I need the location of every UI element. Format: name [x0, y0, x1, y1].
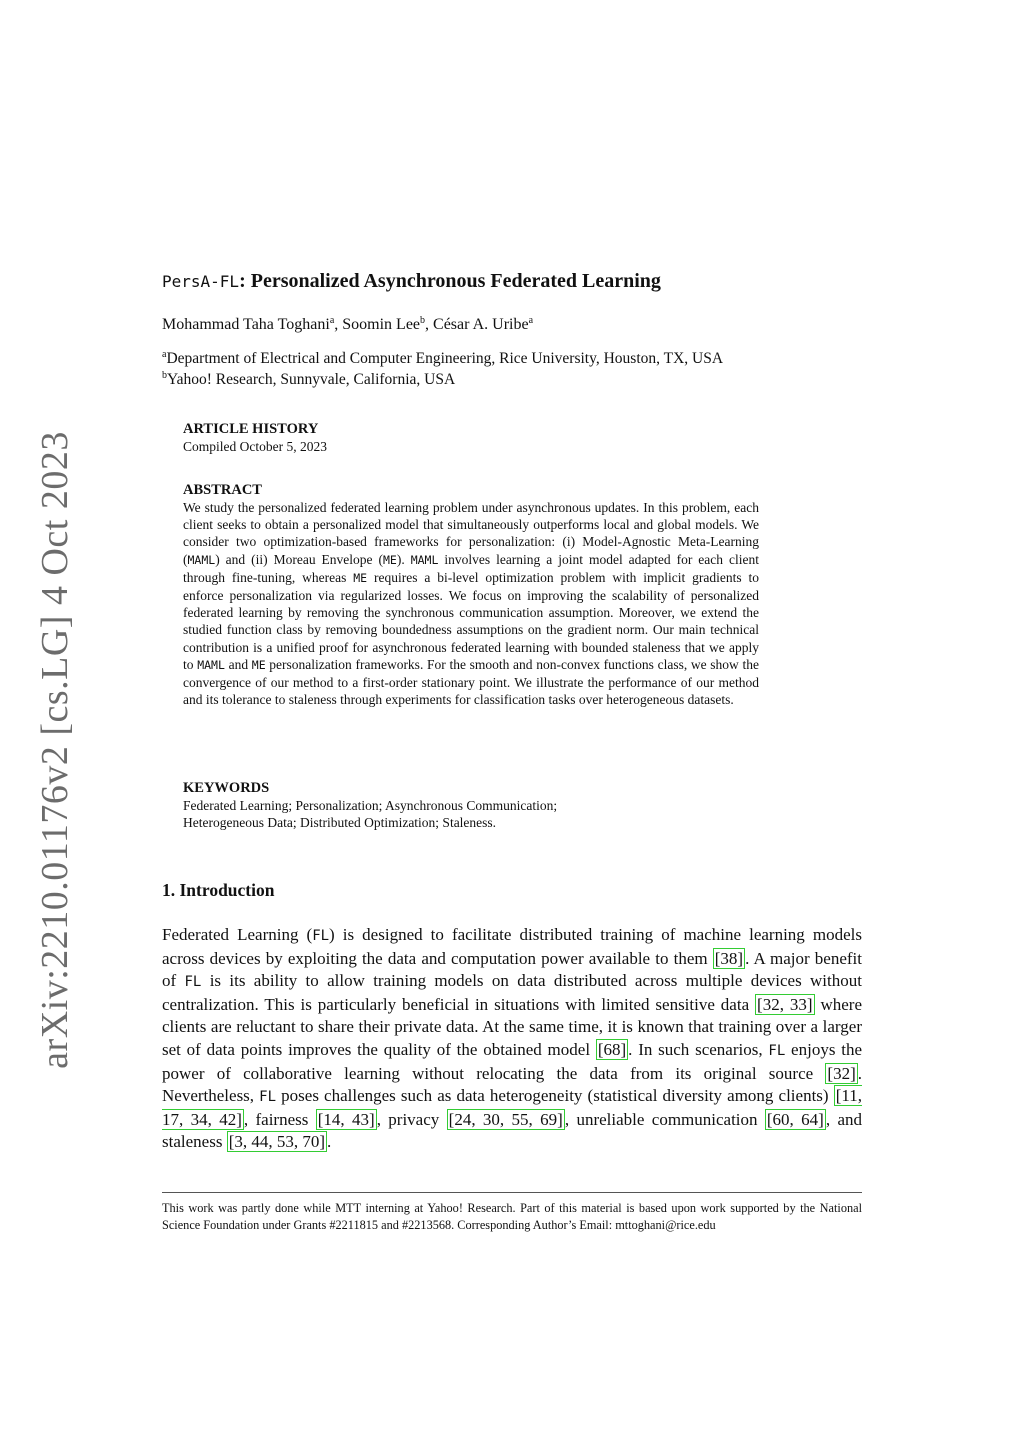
arxiv-side-identifier: arXiv:2210.01176v2 [cs.LG] 4 Oct 2023	[34, 431, 76, 1069]
keywords-heading: KEYWORDS	[183, 780, 270, 796]
citation-link[interactable]: [32]	[827, 1063, 856, 1083]
keywords-line: Heterogeneous Data; Distributed Optimization; Staleness.	[183, 815, 497, 831]
citation-link[interactable]: [60, 64]	[766, 1109, 824, 1129]
abstract-heading: ABSTRACT	[183, 482, 262, 498]
keywords-line: Federated Learning; Personalization; Asynchronous Communication;	[183, 798, 558, 813]
abstract-body: We study the personalized federated learning problem under asynchronous updates. In this problem, each client seeks to obtain a personalized model that simultaneously outperforms local and global models. We consider two optimization-based frameworks for personalization: (i) Model-Agnostic Meta-Learning (MAML) and (ii) Moreau Envelope (ME). MAML involves learning a joint model adapted for each client through fine-tuning, whereas ME requires a bi-level optimization problem with implicit gradients to enforce personalization via regularized losses. We focus on improving the scalability of personalized federated learning by removing the synchronous communication assumption. Moreover, we extend the studied function class by removing boundedness assumptions on the gradient norm. Our main technical contribution is a unified proof for asynchronous federated learning with bounded staleness that we apply to MAML and ME personalization frameworks. For the smooth and non-convex functions class, we show the convergence of our method to a first-order stationary point. We illustrate the performance of our method and its tolerance to staleness through experiments for classification tasks over heterogeneous datasets.	[183, 500, 759, 708]
compiled-date: Compiled October 5, 2023	[183, 439, 327, 454]
affiliations	[162, 348, 862, 390]
article-history	[183, 420, 759, 455]
citation-link[interactable]: [68]	[597, 1039, 627, 1059]
paper-title	[162, 270, 862, 293]
citation-link[interactable]: [38]	[714, 948, 744, 968]
citation-link[interactable]: [32, 33]	[757, 994, 813, 1014]
abstract	[183, 481, 759, 708]
citation-link[interactable]: [14, 43]	[317, 1109, 375, 1129]
author-name: Soomin Lee	[342, 316, 421, 333]
author-name: Mohammad Taha Toghani	[162, 316, 330, 333]
author-affil-mark: a	[528, 315, 534, 326]
citation-link[interactable]: [3, 44, 53, 70]	[228, 1132, 326, 1152]
title-text: : Personalized Asynchronous Federated Learning	[239, 270, 661, 292]
footnote: This work was partly done while MTT interning at Yahoo! Research. Part of this material is based upon work supported by the National Science Foundation under Grants #2211815 and #2213568. Corresponding Author’s Email: mttoghani@rice.edu	[162, 1201, 862, 1232]
keywords	[183, 779, 759, 831]
author-affil-mark: b	[420, 315, 426, 326]
citation-link[interactable]: [24, 30, 55, 69]	[448, 1109, 563, 1129]
author-name: César A. Uribe	[433, 316, 529, 333]
title-code-name: PersA-FL	[162, 272, 240, 291]
author-list: Mohammad Taha Toghani$^a$, Soomin Lee$^b$, César A. Uribe$^a$	[162, 315, 534, 333]
introduction-paragraph: Federated Learning (FL) is designed to facilitate distributed training of machine learning models across devices by exploiting the data and computation power available to them [38] . A major benefit of FL is its ability to allow training models on data distributed across multiple devices without centralization. This is particularly beneficial in situations with limited sensitive data [32, 33] where clients are reluctant to share their private data. At the same time, it is known that training over a larger set of data points improves the quality of the obtained model [68] . In such scenarios, FL enjoys the power of collaborative learning without relocating the data from its original source [32] . Nevertheless, FL poses challenges such as data heterogeneity (statistical diversity among clients) [11, 17, 34, 42] , fairness [14, 43] , privacy [24, 30, 55, 69] , unreliable communication [60, 64] , and staleness [3, 44, 53, 70] .	[162, 925, 862, 1152]
footnote-rule	[162, 1192, 862, 1193]
history-heading: ARTICLE HISTORY	[183, 421, 319, 437]
section-heading-introduction: 1. Introduction	[162, 880, 275, 900]
affiliation-line: $^a$Department of Electrical and Computer Engineering, Rice University, Houston, TX, USA	[162, 349, 724, 367]
citation-link[interactable]: [11, 17, 34, 42]	[162, 1086, 862, 1129]
affiliation-line: $^b$Yahoo! Research, Sunnyvale, California, USA	[162, 370, 456, 388]
author-affil-mark: a	[329, 315, 335, 326]
